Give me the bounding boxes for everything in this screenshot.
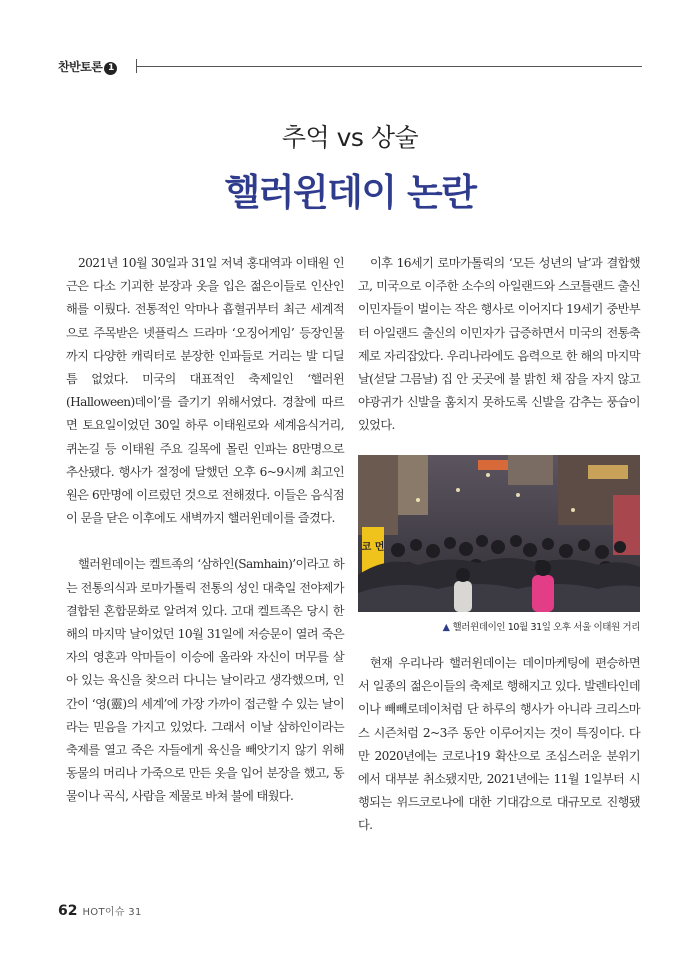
- section-number-badge: 1: [104, 62, 117, 75]
- halloween-crowd-photo: [358, 455, 640, 612]
- caption-triangle-icon: ▲: [442, 622, 450, 633]
- article-title: 핼러윈데이 논란: [224, 171, 476, 214]
- header-rule: [136, 66, 642, 67]
- photo-caption: [358, 619, 640, 633]
- crowd-photo-illustration: [358, 455, 640, 612]
- magazine-name: HOT이슈 31: [82, 907, 142, 918]
- paragraph-3: 이후 16세기 로마가톨릭의 ‘모든 성년의 날’과 결합했고, 미국으로 이주한 소수의 아일랜드와 스코틀랜드 출신 이민자들이 벌이는 작은 행사로 이어지다 19세기 중반부터 아일랜드 출신의 이민자가 급증하면서 미국의 전통축제로 자리잡았다. 우리나라에도 음력으로 한 해의 마지막날(섣달 그믐날) 집 안 곳곳에 불 밝힌 채 잠을 자지 않고 야광귀가 신발을 훔치지 못하도록 신발을 감추는 풍습이 있었다.: [358, 256, 640, 433]
- right-column-bottom: [358, 652, 640, 838]
- paragraph-1: 2021년 10월 30일과 31일 저녁 홍대역과 이태원 인근은 다소 기괴한 분장과 옷을 입은 젊은이들로 인산인해를 이뤘다. 전통적인 악마나 흡혈귀부터 최근 세계적으로 주목받은 넷플릭스 드라마 ‘오징어게임’ 등장인물까지 다양한 캐릭터로 분장한 인파들로 거리는 발 디딜 틈 없었다. 미국의 대표적인 축제일인 ‘핼러윈(Halloween)데이’를 즐기기 위해서였다. 경찰에 따르면 토요일이었던 30일 하루 이태원로와 세계음식거리, 퀴논길 등 이태원 주요 길목에 몰린 인파는 8만명으로 추산됐다. 행사가 절정에 달했던 오후 6~9시께 최고인원은 6만명에 이르렀던 것으로 전해졌다. 이들은 음식점이 문을 닫은 이후에도 새벽까지 핼러윈데이를 즐겼다.: [66, 256, 344, 526]
- caption-text: 핼러윈데이인 10월 31일 오후 서울 이태원 거리: [452, 622, 640, 633]
- page-number: 62: [58, 903, 78, 919]
- page-footer: [58, 900, 142, 919]
- paragraph-4: 현재 우리나라 핼러윈데이는 데이마케팅에 편승하면서 일종의 젊은이들의 축제로 행해지고 있다. 발렌타인데이나 빼빼로데이처럼 단 하루의 행사가 아니라 크리스마스 시즌처럼 2~3주 동안 이루어지는 것이 특징이다. 다만 2020년에는 코로나19 확산으로 조심스러운 분위기에서 대부분 취소됐지만, 2021년에는 11월 1일부터 시행되는 위드코로나에 대한 기대감으로 대규모로 진행됐다.: [358, 656, 640, 833]
- article-subtitle: 추억 vs 상술: [281, 123, 419, 152]
- right-column-top: [358, 252, 640, 438]
- section-header: [58, 56, 642, 78]
- sign-text: 코 먼: [361, 542, 385, 553]
- left-column: [66, 252, 344, 809]
- section-label: 찬반토론 1: [58, 58, 117, 75]
- paragraph-2: 핼러윈데이는 켈트족의 ‘삼하인(Samhain)’이라고 하는 전통의식과 로마가톨릭 전통의 성인 대축일 전야제가 결합된 혼합문화로 알려져 있다. 고대 켈트족은 당시 한 해의 마지막 날이었던 10월 31일에 저승문이 열려 죽은 자의 영혼과 악마들이 이승에 올라와 자신이 머무를 살아 있는 육신을 찾으러 다니는 날이라고 생각했으며, 인간이 ‘영(靈)의 세계’에 가장 가까이 접근할 수 있는 날이라는 믿음을 가지고 있었다. 그래서 이날 삼하인이라는 축제를 열고 죽은 자들에게 육신을 빼앗기지 않기 위해 동물의 머리나 가죽으로 만든 옷을 입어 분장을 했고, 동물이나 곡식, 사람을 제물로 바쳐 불에 태웠다.: [66, 557, 344, 804]
